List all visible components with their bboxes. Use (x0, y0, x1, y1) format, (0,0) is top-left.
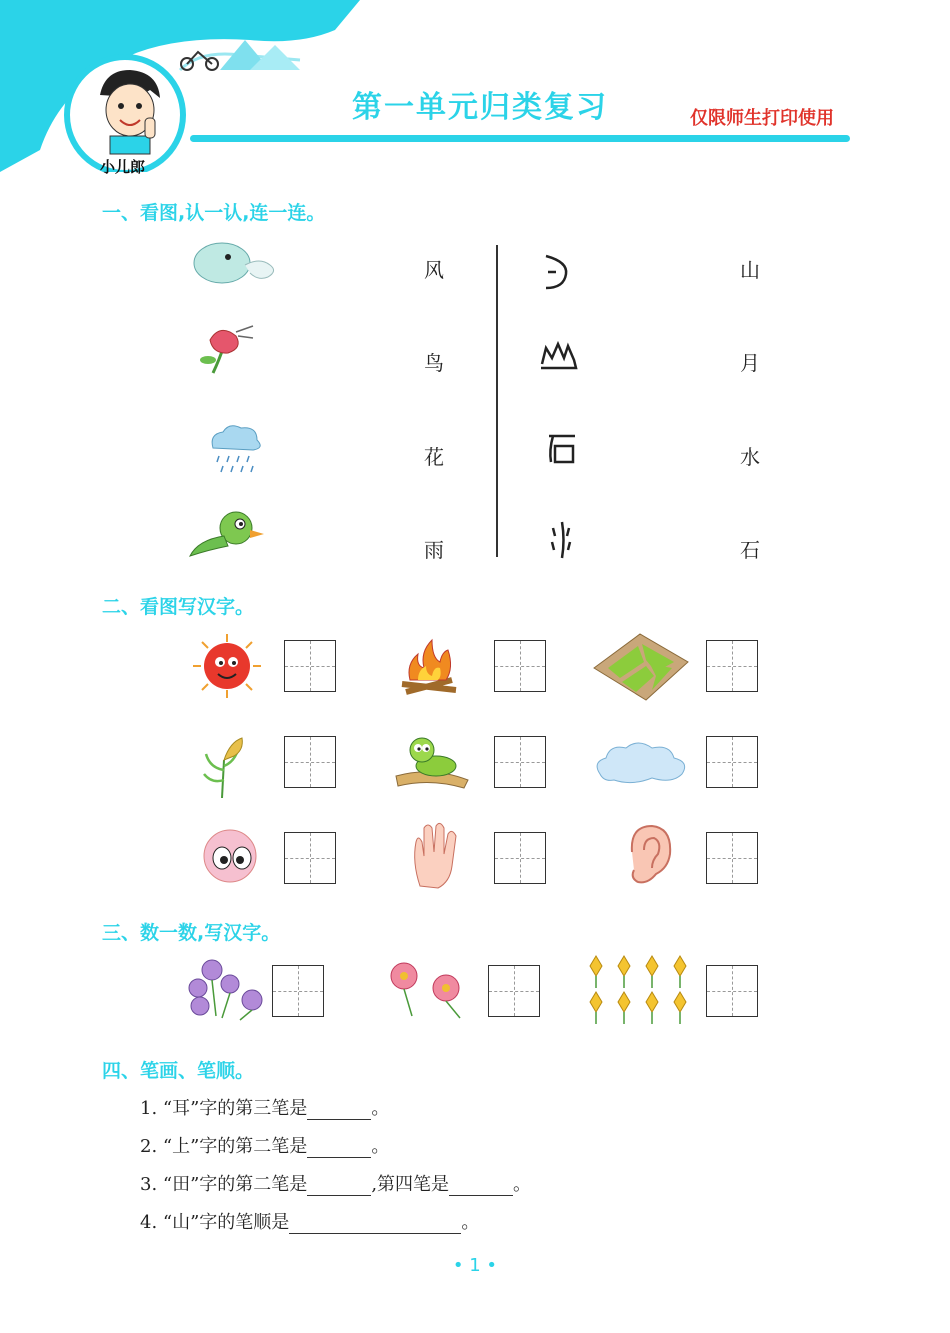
answer-box[interactable] (706, 736, 758, 788)
char-right-4: 石 (740, 538, 760, 562)
answer-box[interactable] (706, 640, 758, 692)
eye-icon (200, 826, 262, 886)
section-3-title: 三、数一数,写汉字。 (102, 922, 281, 944)
cloud-icon (592, 738, 692, 786)
header-divider (190, 135, 850, 142)
page-title: 第一单元归类复习 (352, 90, 608, 125)
answer-blank[interactable] (307, 1177, 371, 1196)
field-icon (590, 632, 692, 702)
mountain-glyph-icon (538, 340, 580, 372)
answer-box[interactable] (494, 736, 546, 788)
answer-box[interactable] (706, 832, 758, 884)
bird-icon (188, 500, 268, 566)
answer-box[interactable] (488, 965, 540, 1017)
flower-icon (198, 318, 258, 378)
rain-cloud-icon (205, 420, 265, 475)
char-right-1: 山 (740, 258, 760, 282)
answer-blank[interactable] (289, 1215, 461, 1234)
water-glyph-icon (549, 520, 575, 560)
char-left-2: 鸟 (424, 351, 444, 375)
page-number: • 1 • (452, 1255, 498, 1276)
section-2-title: 二、看图写汉字。 (102, 596, 255, 618)
answer-box[interactable] (284, 736, 336, 788)
question-4: 4. “山”字的笔顺是 。 (140, 1212, 480, 1233)
section-4-title: 四、笔画、笔顺。 (102, 1060, 255, 1082)
answer-blank[interactable] (307, 1101, 371, 1120)
section-1-title: 一、看图,认一认,连一连。 (102, 202, 326, 224)
char-left-3: 花 (424, 445, 444, 469)
hand-icon (410, 822, 460, 890)
char-right-2: 月 (740, 351, 760, 375)
answer-blank[interactable] (449, 1177, 513, 1196)
answer-box[interactable] (284, 832, 336, 884)
char-left-4: 雨 (424, 538, 444, 562)
answer-blank[interactable] (307, 1139, 371, 1158)
five-flowers-icon (186, 956, 266, 1022)
column-divider (496, 245, 498, 557)
question-2: 2. “上”字的第二笔是 。 (140, 1136, 390, 1157)
eight-flowers-icon (582, 952, 694, 1028)
answer-box[interactable] (284, 640, 336, 692)
char-left-1: 风 (424, 258, 444, 282)
answer-box[interactable] (706, 965, 758, 1017)
char-right-3: 水 (740, 445, 760, 469)
insect-icon (392, 736, 472, 790)
answer-box[interactable] (272, 965, 324, 1017)
answer-box[interactable] (494, 640, 546, 692)
question-3: 3. “田”字的第二笔是 ,第四笔是 。 (140, 1174, 532, 1195)
moon-glyph-icon (538, 252, 574, 292)
header-decoration (0, 0, 370, 172)
wind-icon (190, 235, 282, 290)
usage-notice: 仅限师生打印使用 (690, 108, 834, 129)
answer-box[interactable] (494, 832, 546, 884)
question-1: 1. “耳”字的第三笔是 。 (140, 1098, 390, 1119)
ear-icon (622, 822, 676, 888)
two-flowers-icon (380, 960, 472, 1020)
fire-icon (396, 634, 466, 700)
mascot-label: 小儿郎 (100, 158, 146, 176)
sun-icon (190, 632, 264, 700)
rice-plant-icon (200, 730, 248, 800)
stone-glyph-icon (545, 432, 579, 466)
